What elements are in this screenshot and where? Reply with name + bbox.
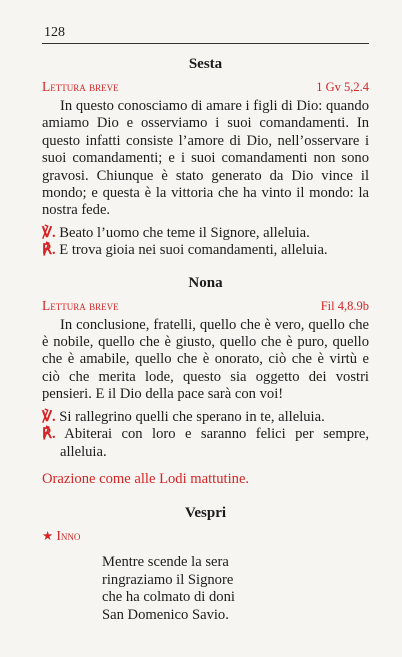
- orazione-note: Orazione come alle Lodi mattutine.: [42, 470, 250, 487]
- response-symbol: ℟.: [42, 426, 56, 443]
- response: [42, 426, 369, 461]
- section-title-nona: Nona: [188, 274, 223, 291]
- page-content: [42, 55, 369, 624]
- page-number: 128: [44, 25, 65, 40]
- response-symbol: ℟.: [42, 242, 56, 259]
- lettura-breve-label: Lettura breve: [42, 297, 119, 313]
- inno-header: [42, 528, 369, 544]
- versicle-text: Si rallegrino quelli che sperano in te, alleluia.: [59, 408, 325, 425]
- reading-text: In conclusione, fratelli, quello che è vero, quello che è nobile, quello che è giusto, quello che è puro, quello che è amabile, quello che è onorato, ciò che è virtù e ciò che merita lode, questo sia oggetto dei vostri pensieri. E il Dio della pace sarà con voi!: [42, 316, 369, 403]
- hymn-line: che ha colmato di doni: [102, 589, 235, 606]
- versicle-text: Beato l’uomo che teme il Signore, alleluia.: [59, 224, 310, 241]
- versicle: [42, 225, 369, 242]
- lettura-breve-label: Lettura breve: [42, 79, 119, 94]
- response: [42, 242, 369, 259]
- hymn-line: Mentre scende la sera: [102, 554, 229, 571]
- versicle-symbol: ℣.: [42, 408, 56, 425]
- hymn-stanza: [102, 554, 369, 624]
- header-rule: [42, 43, 369, 44]
- lettura-breve-header: [42, 298, 369, 314]
- lettura-breve-header: [42, 79, 369, 95]
- versicle: [42, 409, 369, 426]
- response-text: Abiterai con loro e saranno felici per sempre, alleluia.: [60, 426, 370, 460]
- scripture-reference: 1 Gv 5,2.4: [316, 80, 369, 94]
- reading-text: In questo conosciamo di amare i figli di Dio: quando amiamo Dio e osserviamo i suoi comandamenti. In questo infatti consiste l’amore di Dio, nell’osservare i suoi comandamenti; e i suoi comandamenti non sono gravosi. Chiunque è stato generato da Dio vince il mondo; e questa è la vittoria che ha vinto il mondo: la nostra fede.: [42, 98, 369, 219]
- response-text: E trova gioia nei suoi comandamenti, alleluia.: [59, 242, 328, 259]
- section-title-sesta: Sesta: [188, 56, 223, 72]
- versicle-symbol: ℣.: [42, 224, 56, 241]
- section-title-vespri: Vespri: [184, 505, 227, 522]
- scripture-reference: Fil 4,8.9b: [320, 298, 369, 313]
- hymn-line: ringraziamo il Signore: [102, 571, 234, 588]
- inno-label: Inno: [56, 528, 81, 544]
- hymn-line: San Domenico Savio.: [102, 606, 229, 623]
- star-icon: ★: [42, 529, 54, 544]
